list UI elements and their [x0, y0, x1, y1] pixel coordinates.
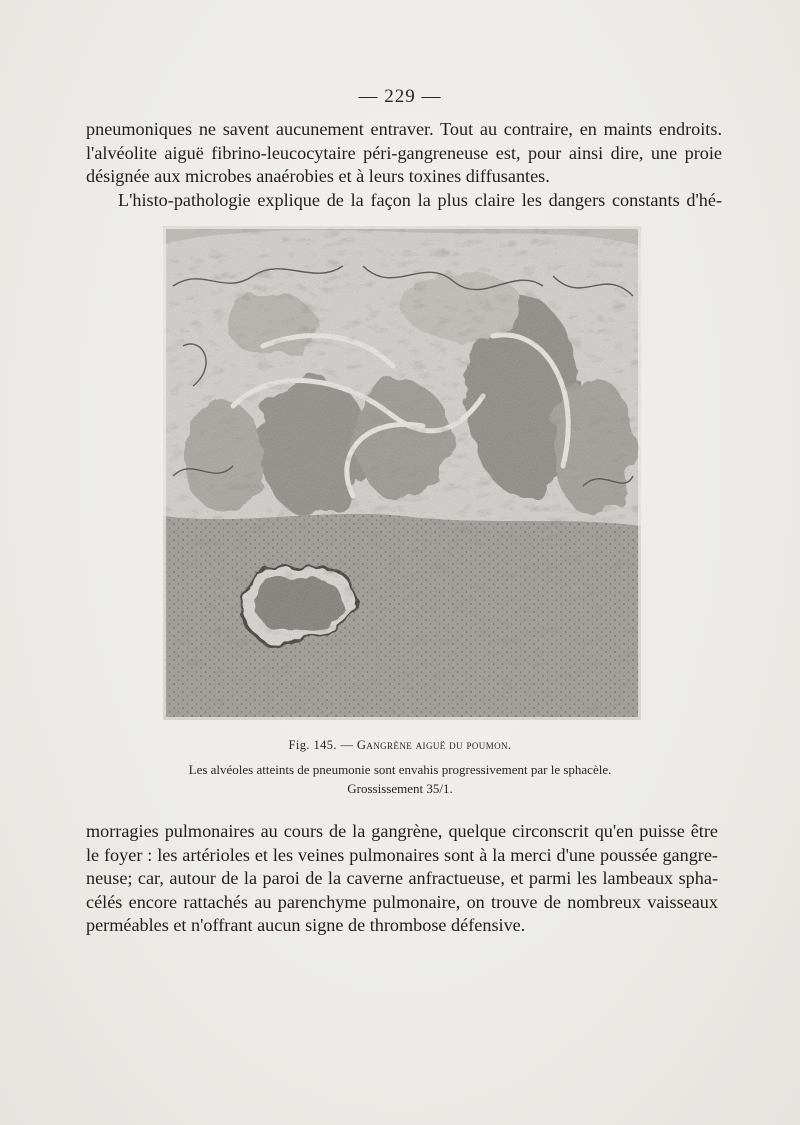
paragraph-bottom [86, 820, 718, 938]
figure-caption-scale: Grossissement 35/1. [347, 781, 453, 796]
figure-label: Fig. 145. — [288, 738, 354, 752]
text-line: l'alvéolite aiguë fibrino-leucocytaire péri-gangreneuse est, pour ainsi dire, une proie [86, 142, 722, 163]
histology-illustration [163, 226, 641, 720]
histology-figure [163, 226, 641, 720]
text-line: célés encore rattachés au parenchyme pulmonaire, on trouve de nombreux vaisseaux [86, 891, 718, 912]
text-line: morragies pulmonaires au cours de la gangrène, quelque circonscrit qu'en puisse être [86, 821, 718, 841]
text-line: neuse; car, autour de la paroi de la caverne anfractueuse, et parmi les lambeaux spha- [86, 868, 718, 889]
figure-caption-description: Les alvéoles atteints de pneumonie sont envahis progressivement par le sphacèle. [188, 762, 612, 777]
paragraph-top [86, 118, 722, 212]
figure-title: Gangrène aiguë du poumon. [356, 738, 512, 752]
figure-caption-title [0, 738, 800, 753]
text-line: désignée aux microbes anaérobies et à leurs toxines diffusantes. [86, 166, 550, 187]
text-line: pneumoniques ne savent aucunement entraver. Tout au contraire, en maints endroits. [86, 119, 722, 139]
text-line: L'histo-pathologie explique de la façon la plus claire les dangers constants d'hé- [118, 189, 722, 210]
text-line: perméables et n'offrant aucun signe de thrombose défensive. [86, 915, 526, 936]
page-number: — 229 — [358, 86, 442, 107]
text-line: le foyer : les artérioles et les veines pulmonaires sont à la merci d'une poussée gangre- [86, 844, 718, 865]
